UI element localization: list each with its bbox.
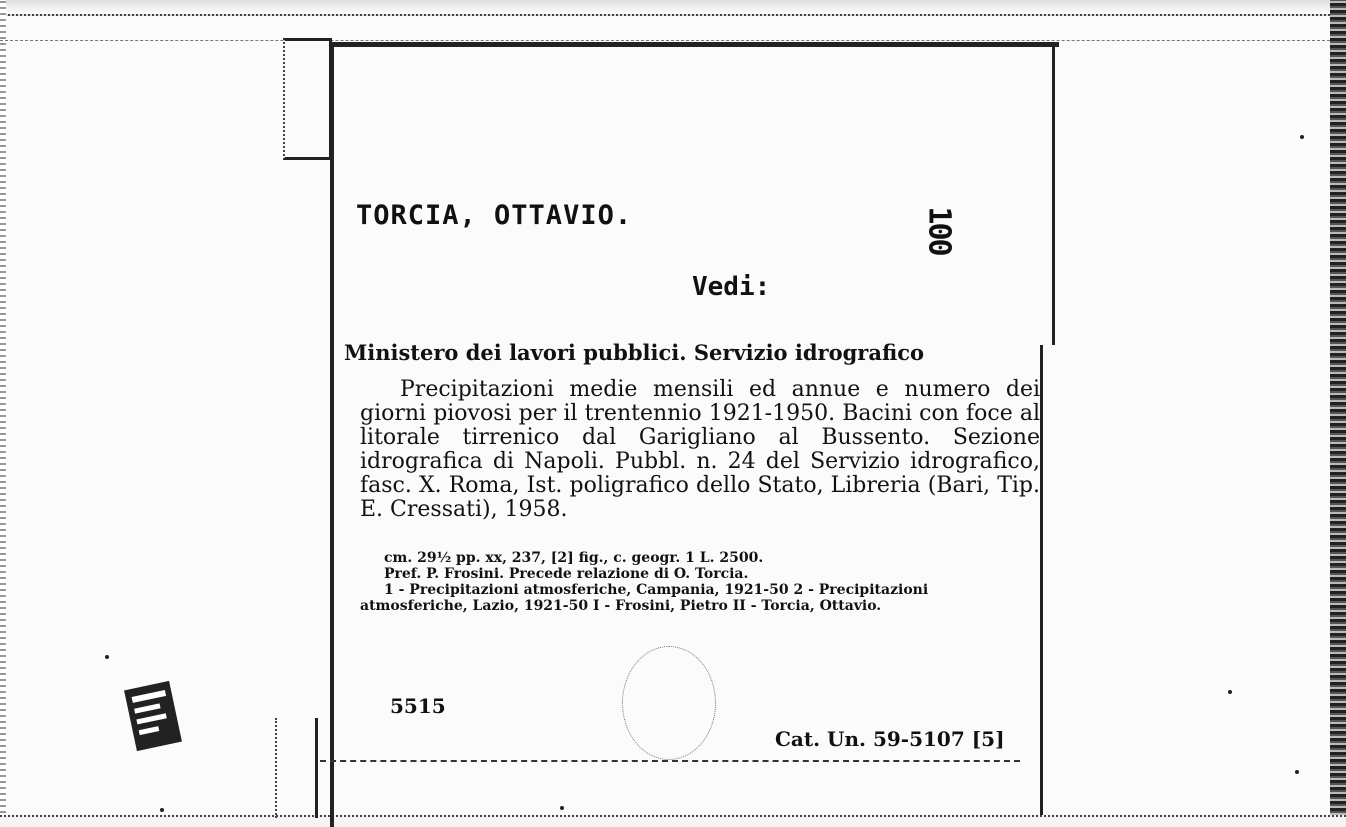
punch-hole bbox=[622, 646, 716, 760]
subject-tracings: 1 - Precipitazioni atmosferiche, Campania, 1921-50 2 - Precipitazioni atmosferiche, Lazio, 1921-50 I - Frosini, Pietro II - Torcia, Ottavio. bbox=[360, 582, 929, 614]
catalog-reference: Cat. Un. 59-5107 [5] bbox=[775, 727, 1005, 751]
speck bbox=[560, 806, 564, 810]
card-heading: TORCIA, OTTAVIO. bbox=[356, 200, 633, 231]
corporate-entry: Ministero dei lavori pubblici. Servizio idrografico bbox=[344, 340, 925, 365]
side-number: 100 bbox=[921, 206, 957, 255]
card-tab-lower bbox=[275, 718, 318, 818]
speck bbox=[1228, 690, 1232, 694]
guide-line bbox=[0, 40, 1330, 41]
library-stamp-icon bbox=[122, 679, 185, 754]
card-bottom-line bbox=[320, 760, 1020, 762]
bibliographic-description: Precipitazioni medie mensili ed annue e numero dei giorni piovosi per il trentennio 1921-1950. Bacini con foce al litorale tirrenico dal Garigliano al Bussento. Sezione idrografica di Napoli. Pubbl. n. 24 del Servizio idrografico, fasc. X. Roma, Ist. poligrafico dello Stato, Libreria (Bari, Tip. E. Cressati), 1958. bbox=[360, 377, 1040, 522]
speck bbox=[1300, 135, 1304, 139]
card-right-border-lower bbox=[1040, 345, 1043, 815]
card-tab bbox=[283, 38, 332, 160]
scan-right-edge bbox=[1330, 0, 1346, 825]
speck bbox=[1295, 770, 1299, 774]
speck bbox=[105, 655, 109, 659]
card-notes bbox=[360, 550, 1040, 614]
speck bbox=[160, 808, 164, 812]
collation-note: cm. 29½ pp. xx, 237, [2] fig., c. geogr. 1 L. 2500. bbox=[384, 550, 764, 566]
scan-left-edge bbox=[0, 0, 6, 825]
accession-number: 5515 bbox=[390, 694, 446, 718]
preface-note: Pref. P. Frosini. Precede relazione di O. Torcia. bbox=[384, 566, 749, 582]
card-right-border bbox=[1052, 45, 1055, 345]
see-reference: Vedi: bbox=[692, 272, 771, 302]
scan-top-edge bbox=[0, 0, 1346, 16]
